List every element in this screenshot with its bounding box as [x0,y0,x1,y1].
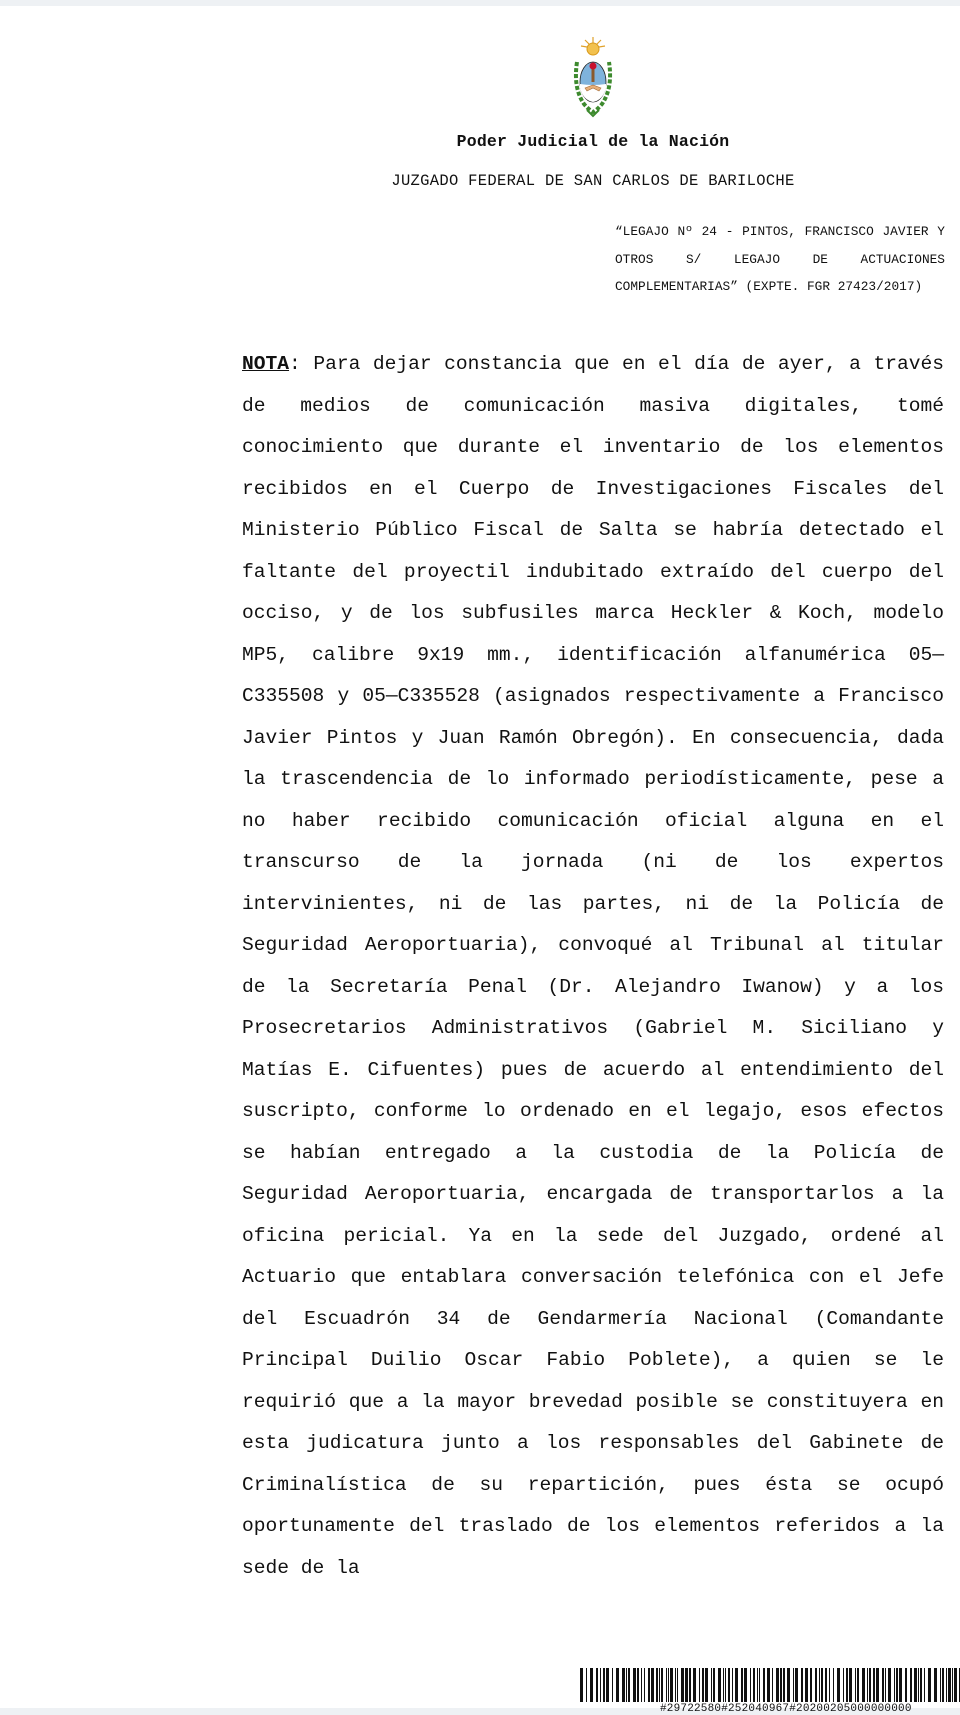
barcode-bar [637,1668,639,1702]
barcode-bar [896,1668,898,1702]
barcode-bar [759,1668,760,1702]
barcode-bar [641,1668,642,1702]
barcode-bar [689,1668,691,1702]
barcode-bar [910,1668,912,1702]
barcode-bar [644,1668,645,1702]
coat-of-arms-icon [568,36,618,118]
barcode-bar [954,1668,957,1702]
barcode-bar [651,1668,654,1702]
barcode-bar [885,1668,886,1702]
barcode-bar [772,1668,773,1702]
barcode-bar [616,1668,619,1702]
barcode-bar [928,1668,931,1702]
barcode-bar [711,1668,712,1702]
barcode-bar [626,1668,627,1702]
barcode-bar [846,1668,848,1702]
barcode-bar [661,1668,663,1702]
barcode-number: #29722580#252040967#20200205000000000 [660,1703,912,1715]
barcode-bar [795,1668,798,1702]
barcode-bar [924,1668,925,1702]
case-reference: “LEGAJO Nº 24 - PINTOS, FRANCISCO JAVIER Y OTROS S/ LEGAJO DE ACTUACIONES COMPLEMENTARIAS” (EXPTE. FGR 27423/2017) [615,224,945,294]
barcode-bar [612,1668,613,1702]
barcode-bar [899,1668,902,1702]
barcode-bar [882,1668,884,1702]
court-name: Poder Judicial de la Nación [456,132,730,151]
barcode-bar [681,1668,684,1702]
barcode-bar [801,1668,803,1702]
barcode-bar [849,1668,852,1702]
barcode-bar [659,1668,660,1702]
barcode-bar [757,1668,758,1702]
barcode-bar [666,1668,667,1702]
barcode-bar [821,1668,823,1702]
barcode-bar [744,1668,747,1702]
barcode-bar [628,1668,630,1702]
barcode-bar [837,1668,840,1702]
barcode-bar [876,1668,879,1702]
barcode-bar [702,1668,704,1702]
barcode-bar [603,1668,605,1702]
barcode-bar [787,1668,790,1702]
barcode-bar [735,1668,738,1702]
barcode-bar [783,1668,785,1702]
barcode-bar [648,1668,650,1702]
note-body [242,344,944,1589]
barcode-bar [723,1668,724,1702]
barcode-bar [869,1668,871,1702]
barcode-bar [952,1668,953,1702]
barcode-bar [918,1668,919,1702]
barcode-bar [776,1668,779,1702]
barcode-bar [867,1668,868,1702]
barcode-bar [656,1668,658,1702]
barcode-bar [862,1668,865,1702]
barcode-bar [741,1668,743,1702]
barcode-bar [920,1668,922,1702]
barcode-bar [934,1668,937,1702]
barcode-bar [685,1668,688,1702]
barcode-bar [633,1668,636,1702]
barcode-bar [855,1668,856,1702]
barcode-bar [810,1668,812,1702]
barcode-bar [793,1668,794,1702]
barcode-bar [946,1668,947,1702]
barcode-bar [767,1668,770,1702]
barcode-bar [606,1668,609,1702]
barcode-bar [750,1668,751,1702]
document-page [0,6,960,1715]
barcode-bar [732,1668,733,1702]
barcode-bar [905,1668,907,1702]
barcode-bar [675,1668,676,1702]
barcode-bar [894,1668,895,1702]
barcode-bar [713,1668,715,1702]
barcode-bar [843,1668,844,1702]
barcode-bar [677,1668,678,1702]
barcode-bar [780,1668,782,1702]
barcode-bar [718,1668,721,1702]
barcode-bar [580,1668,583,1702]
barcode-bar [670,1668,673,1702]
barcode-bar [763,1668,765,1702]
barcode-bar [825,1668,827,1702]
barcode-bar [753,1668,755,1702]
barcode-bar [948,1668,951,1702]
barcode-bar [815,1668,817,1702]
barcode-bar [586,1668,587,1702]
barcode-bar [600,1668,601,1702]
barcode-bar [728,1668,730,1702]
barcode-bar [805,1668,808,1702]
barcode-bar [705,1668,708,1702]
barcode-bar [940,1668,941,1702]
barcode-bar [888,1668,891,1702]
barcode-bar [725,1668,726,1702]
barcode-bar [914,1668,917,1702]
barcode-bar [596,1668,598,1702]
court-office: JUZGADO FEDERAL DE SAN CARLOS DE BARILOCHE [391,172,795,190]
note-text: : Para dejar constancia que en el día de ayer, a través de medios de comunicación masiva digitales, tomé conocimiento que durante el inventario de los elementos recibidos en el Cuerpo de Investigaciones Fiscales del Ministerio Público Fiscal de Salta se habría detectado el faltante del proyectil indubitado extraído del cuerpo del occiso, y de los subfusiles marca Heckler & Koch, modelo MP5, calibre 9x19 mm., identificación alfanumérica 05—C335508 y 05—C335528 (asignados respectivamente a Francisco Javier Pintos y Juan Ramón Obregón). En consecuencia, dada la trascendencia de lo informado periodísticamente, pese a no haber recibido comunicación oficial alguna en el transcurso de la jornada (ni de los expertos intervinientes, ni de las partes, ni de la Policía de Seguridad Aeroportuaria), convoqué al Tribunal al titular de la Secretaría Penal (Dr. Alejandro Iwanow) y a los Prosecretarios Administrativos (Gabriel M. Siciliano y Matías E. Cifuentes) pues de acuerdo al entendimiento del suscripto, conforme lo ordenado en el legajo, esos efectos se habían entregado a la custodia de la Policía de Seguridad Aeroportuaria, encargada de transportarlos a la oficina pericial. Ya en la sede del Juzgado, ordené al Actuario que entablara conversación telefónica con el Jefe del Escuadrón 34 de Gendarmería Nacional (Comandante Principal Duilio Oscar Fabio Poblete), a quien se le requirió que a la mayor brevedad posible se constituyera en esta judicatura junto a los responsables del Gabinete de Criminalística de su repartición, pues ésta se ocupó oportunamente del traslado de los elementos referidos a la sede de la [242,353,944,1579]
barcode-bar [819,1668,820,1702]
barcode-bar [622,1668,625,1702]
barcode-bar [833,1668,834,1702]
barcode-bar [873,1668,875,1702]
barcode-bar [829,1668,830,1702]
barcode-bar [942,1668,944,1702]
barcode-bar [590,1668,593,1702]
note-label: NOTA [242,353,290,375]
barcode-bar [668,1668,669,1702]
barcode-bar [857,1668,859,1702]
barcode-bar [693,1668,696,1702]
barcode-bar [699,1668,700,1702]
